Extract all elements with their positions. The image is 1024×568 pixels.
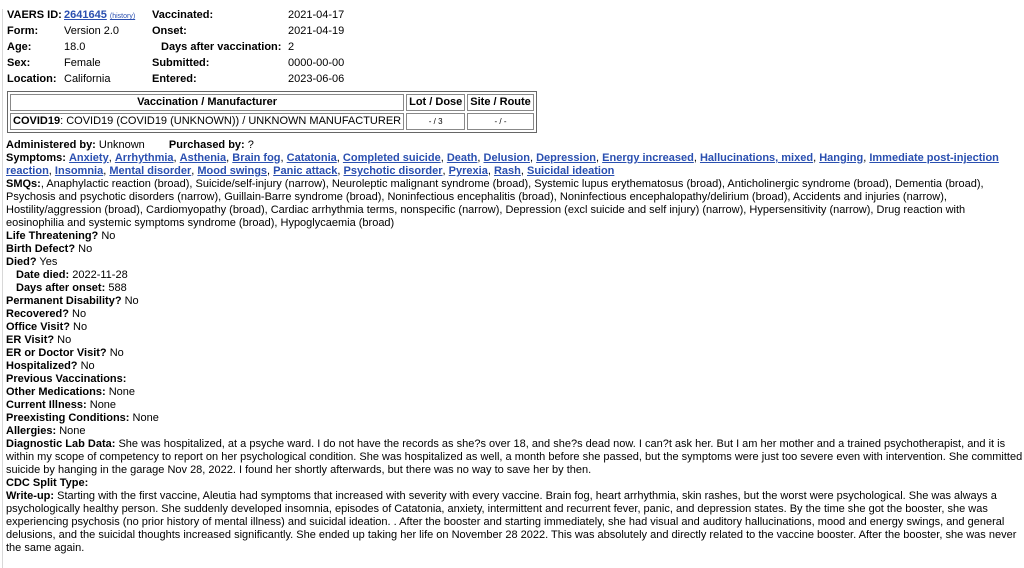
- symptom-link[interactable]: Pyrexia: [448, 165, 488, 177]
- symptom-link[interactable]: Anxiety: [68, 152, 109, 164]
- onset-label: Onset:: [152, 25, 187, 37]
- lot-dose-value: - / 3: [406, 113, 465, 130]
- symptoms-list: Symptoms: Anxiety, Arrhythmia, Asthenia, Brain fog, Catatonia, Completed suicide, Death, Delusion, Depression, Energy increased, Hallucinations, mixed, Hanging, Immediate post-injection reaction, Insomnia, Mental disorder, Mood swings, Panic attack, Psychotic disorder, Pyrexia, Rash, Suicidal ideation: [6, 152, 999, 177]
- submitted-value: 0000-00-00: [288, 57, 345, 69]
- allergies: Allergies: None: [6, 425, 86, 437]
- symptom-link[interactable]: Mental disorder: [109, 165, 192, 177]
- vaers-id-link[interactable]: 2641645: [64, 9, 107, 21]
- symptom-link[interactable]: Immediate post-injection reaction: [6, 152, 999, 177]
- age-label: Age:: [7, 41, 32, 53]
- er-visit: ER Visit? No: [6, 334, 72, 346]
- symptom-link[interactable]: Psychotic disorder: [343, 165, 443, 177]
- symptom-link[interactable]: Hallucinations, mixed: [699, 152, 814, 164]
- smqs-block: SMQs:, Anaphylactic reaction (broad), Suicide/self-injury (narrow), Neuroleptic malignant syndrome (broad), Systemic lupus erythematosus (broad), Anticholinergic syndrome (broad), Dementia (broad), Psychosis and psychotic disorders (narrow), Guillain-Barre syndrome (broad), Noninfectious encephalitis (broad), Noninfectious encephalopathy/delirium (broad), Accidents and injuries (narrow), Hostility/aggression (broad), Cardiomyopathy (broad), Cardiac arrhythmia terms, nonspecific (narrow), Depression (excl suicide and self injury) (narrow), Hypersensitivity (narrow), Drug reaction with eosinophilia and systemic symptoms syndrome (broad), Hypoglycaemia (broad): [6, 178, 984, 229]
- entered-value: 2023-06-06: [288, 73, 345, 85]
- smqs-text: , Anaphylactic reaction (broad), Suicide/self-injury (narrow), Neuroleptic malignant syndrome (broad), Systemic lupus erythematosus (broad), Anticholinergic syndrome (broad), Dementia (broad), Psychosis and psychotic disorders (narrow), Guillain-Barre syndrome (broad), Noninfectious encephalitis (broad), Noninfectious encephalopathy/delirium (broad), Accidents and injuries (narrow), Hostility/aggression (broad), Cardiomyopathy (broad), Cardiac arrhythmia terms, nonspecific (narrow), Depression (excl suicide and self injury) (narrow), Hypersensitivity (narrow), Drug reaction with eosinophilia and systemic symptoms syndrome (broad), Hypoglycaemia (broad): [6, 178, 984, 229]
- days-after-onset: Days after onset: 588: [16, 282, 127, 294]
- history-link[interactable]: (history): [109, 13, 136, 20]
- days-after-label: Days after vaccination:: [161, 41, 282, 53]
- symptom-link[interactable]: Rash: [493, 165, 521, 177]
- died: Died? Yes: [6, 256, 58, 268]
- vaccinated-label: Vaccinated:: [152, 9, 214, 21]
- cdc-split-type: CDC Split Type:: [6, 477, 89, 489]
- office-visit: Office Visit? No: [6, 321, 88, 333]
- entered-label: Entered:: [152, 73, 197, 85]
- symptom-link[interactable]: Completed suicide: [342, 152, 441, 164]
- location-value: California: [64, 73, 111, 85]
- symptom-link[interactable]: Arrhythmia: [114, 152, 174, 164]
- header-table: [7, 9, 344, 89]
- write-up: Write-up: Starting with the first vaccine, Aleutia had symptoms that increased with severity with every vaccine. Brain fog, heart arrhythmia, skin rashes, but the worst were psychological. She was always a psychologically healthy person. She suddenly developed insomnia, episodes of Catatonia, anxiety, intermittent and recurrent fever, panic, and depression states. By the time she got the booster, she was experiencing psychosis (no prior history of mental illness) and suicidal ideation. . After the booster and starting immediately, she had visual and auditory hallucinations, mood and energy swings, and general delusions, and the suicidal thoughts increased significantly. She ended up taking her life on November 28 2022. This was absolutely and directly related to the vaccine booster. After the booster, she was never the same again.: [6, 490, 1017, 554]
- form-value: Version 2.0: [64, 25, 120, 37]
- vaccinated-value: 2021-04-17: [288, 9, 345, 21]
- life-threatening: Life Threatening? No: [6, 230, 116, 242]
- diagnostic-lab-data: Diagnostic Lab Data: She was hospitalized, at a psyche ward. I do not have the records as she?s over 18, and she?s dead now. I can?t ask her. But I am her mother and a trained psychotherapist, and it is within my scope of competency to report on her psychological condition. She was hospitalized as well, a month before she passed, but the symptoms were just too severe even with intervention. She committed suicide by hanging in the garage Nov 28, 2022. I found her shortly afterwards, but there was no way to save her by then.: [6, 438, 1023, 476]
- symptom-link[interactable]: Delusion: [483, 152, 530, 164]
- page: [2, 9, 1024, 568]
- birth-defect: Birth Defect? No: [6, 243, 93, 255]
- symptom-link[interactable]: Mood swings: [197, 165, 268, 177]
- col-vaccination: Vaccination / Manufacturer: [10, 94, 404, 111]
- symptom-link[interactable]: Insomnia: [54, 165, 104, 177]
- current-illness: Current Illness: None: [6, 399, 117, 411]
- vaccination-table: [7, 91, 537, 133]
- submitted-label: Submitted:: [152, 57, 210, 69]
- vaccine-code: COVID19: [13, 115, 61, 127]
- onset-value: 2021-04-19: [288, 25, 345, 37]
- sex-label: Sex:: [7, 57, 31, 69]
- symptom-link[interactable]: Suicidal ideation: [526, 165, 615, 177]
- symptom-link[interactable]: Asthenia: [179, 152, 227, 164]
- er-doctor-visit: ER or Doctor Visit? No: [6, 347, 124, 359]
- symptom-link[interactable]: Panic attack: [273, 165, 338, 177]
- table-row: [10, 113, 534, 130]
- recovered: Recovered? No: [6, 308, 87, 320]
- other-medications: Other Medications: None: [6, 386, 135, 398]
- administered-value: Unknown: [98, 139, 145, 151]
- vaers-id-label: VAERS ID:: [7, 9, 62, 21]
- symptom-link[interactable]: Energy increased: [602, 152, 694, 164]
- symptom-link[interactable]: Catatonia: [286, 152, 337, 164]
- location-label: Location:: [7, 73, 57, 85]
- form-label: Form:: [7, 25, 39, 37]
- date-died: Date died: 2022-11-28: [16, 269, 128, 281]
- symptom-link[interactable]: Depression: [536, 152, 597, 164]
- symptom-link[interactable]: Death: [446, 152, 478, 164]
- age-value: 18.0: [64, 41, 86, 53]
- col-lot-dose: Lot / Dose: [406, 94, 465, 111]
- symptom-link[interactable]: Brain fog: [232, 152, 281, 164]
- preexisting-conditions: Preexisting Conditions: None: [6, 412, 159, 424]
- vaccine-desc: : COVID19 (COVID19 (UNKNOWN)) / UNKNOWN MANUFACTURER: [60, 115, 402, 127]
- symptom-link[interactable]: Hanging: [819, 152, 864, 164]
- hospitalized: Hospitalized? No: [6, 360, 95, 372]
- col-site-route: Site / Route: [467, 94, 534, 111]
- site-route-value: - / -: [467, 113, 534, 130]
- admin-line: Administered by: Unknown Purchased by: ?: [6, 139, 254, 151]
- previous-vaccinations: Previous Vaccinations:: [6, 373, 127, 385]
- purchased-value: ?: [247, 139, 254, 151]
- permanent-disability: Permanent Disability? No: [6, 295, 139, 307]
- days-after-value: 2: [288, 41, 295, 53]
- sex-value: Female: [64, 57, 101, 69]
